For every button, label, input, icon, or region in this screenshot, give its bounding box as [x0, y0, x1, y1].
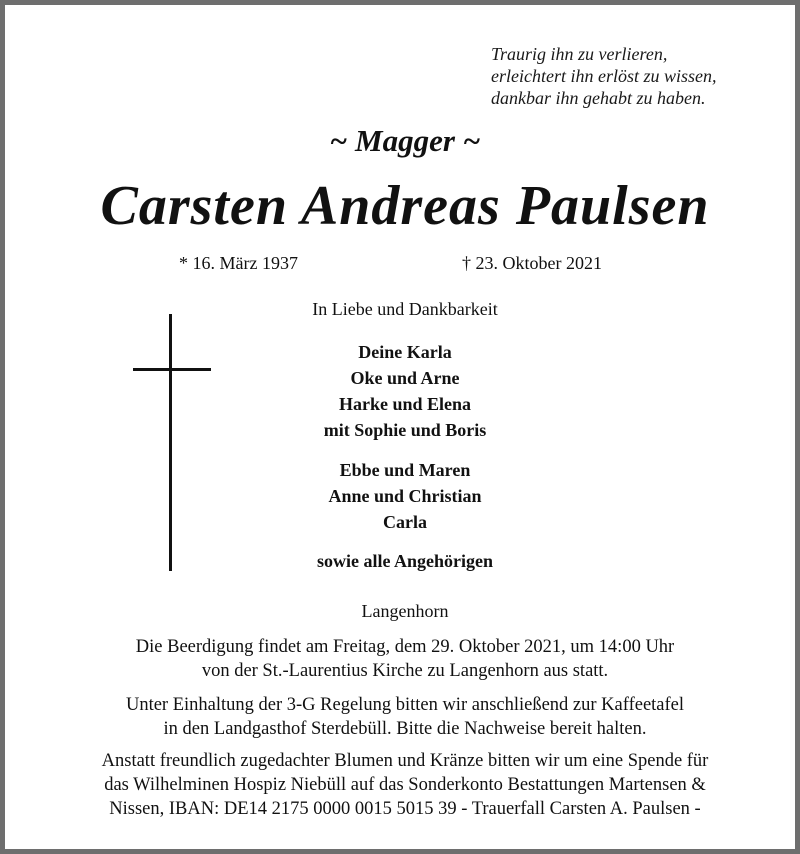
funeral-line: Die Beerdigung findet am Freitag, dem 29. Oktober 2021, um 14:00 Uhr	[135, 637, 675, 657]
funeral-info	[5, 635, 800, 683]
donation-line: das Wilhelminen Hospiz Niebüll auf das Sonderkonto Bestattungen Martensen &	[104, 775, 706, 795]
donation-info	[5, 749, 800, 821]
mourner-line: Ebbe und Maren	[339, 460, 471, 480]
memorial-quote	[491, 43, 791, 109]
mourners-group-2	[255, 457, 555, 535]
reception-info	[5, 693, 800, 741]
cross-vertical-bar	[169, 314, 172, 571]
mourner-line: Deine Karla	[358, 342, 452, 362]
intro-text: In Liebe und Dankbarkeit	[312, 299, 498, 319]
mourner-line: Harke und Elena	[338, 394, 472, 414]
cross-horizontal-bar	[133, 368, 211, 371]
quote-line: dankbar ihn gehabt zu haben.	[491, 88, 706, 108]
donation-line: Anstatt freundlich zugedachter Blumen und Kränze bitten wir um eine Spende für	[101, 751, 709, 771]
mourner-line: Oke und Arne	[350, 368, 460, 388]
mourner-line: Carla	[383, 512, 427, 532]
birth-date: * 16. März 1937	[179, 253, 298, 273]
nickname: ~ Magger ~	[329, 123, 481, 158]
quote-line: erleichtert ihn erlöst zu wissen,	[491, 66, 717, 86]
funeral-line: von der St.-Laurentius Kirche zu Langenhorn aus statt.	[201, 661, 609, 681]
mourner-line: mit Sophie und Boris	[323, 420, 487, 440]
quote-line: Traurig ihn zu verlieren,	[491, 44, 668, 64]
mourners-closing	[255, 548, 555, 574]
death-date: † 23. Oktober 2021	[462, 253, 602, 273]
place-name: Langenhorn	[361, 601, 449, 621]
mourner-line: Anne und Christian	[328, 486, 482, 506]
deceased-name: Carsten Andreas Paulsen	[100, 175, 710, 237]
mourners-group-1	[255, 339, 555, 443]
donation-line: Nissen, IBAN: DE14 2175 0000 0015 5015 39 - Trauerfall Carsten A. Paulsen -	[109, 799, 701, 819]
reception-line: Unter Einhaltung der 3-G Regelung bitten wir anschließend zur Kaffeetafel	[125, 695, 685, 715]
mourner-line: sowie alle Angehörigen	[317, 551, 493, 571]
reception-line: in den Landgasthof Sterdebüll. Bitte die Nachweise bereit halten.	[163, 719, 647, 739]
